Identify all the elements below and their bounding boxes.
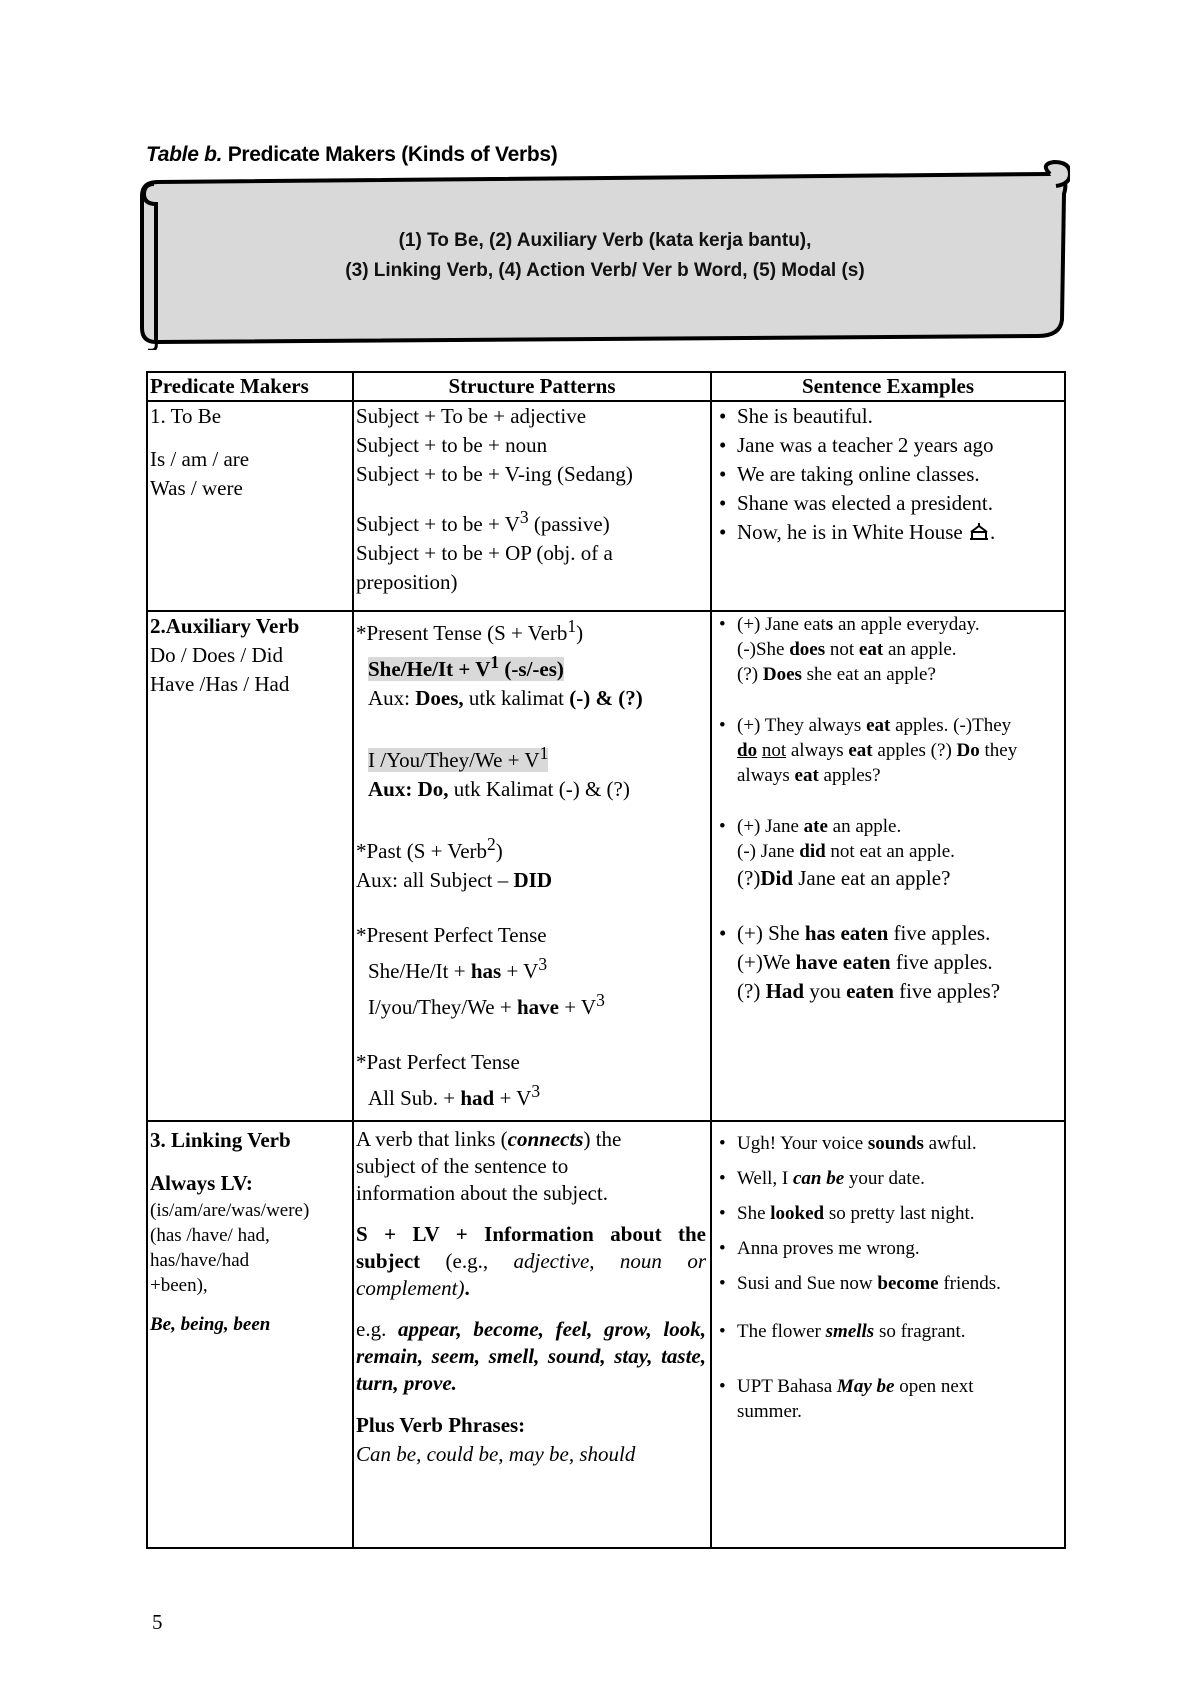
example-group bbox=[714, 919, 1064, 1006]
pattern-line: Subject + to be + V-ing (Sedang) bbox=[356, 462, 633, 486]
pattern-line: I/you/They/We + have + $V^3$ bbox=[368, 990, 605, 1019]
example-item: • UPT Bahasa May be open next bbox=[717, 1374, 1064, 1399]
maker-forms: Was / were bbox=[150, 476, 243, 500]
scroll-shape bbox=[140, 160, 1070, 350]
pattern-line: I /You/They/We + $V^1$ bbox=[368, 743, 549, 772]
examples-list bbox=[714, 1126, 1064, 1301]
patterns-cell bbox=[353, 1121, 711, 1548]
examples-list bbox=[714, 814, 1064, 839]
example-item: • (+) She has eaten five apples. bbox=[717, 919, 1064, 948]
pattern-line: $She/He/It + V^1$ (-s/-es) bbox=[368, 652, 564, 681]
linking-formula: S + LV + Information about the subject (e.g., adjective, noun or complement). bbox=[356, 1222, 706, 1300]
verb-phrases: Can be, could be, may be, should bbox=[356, 1442, 636, 1466]
linking-verbs-examples: e.g. appear, become, feel, grow, look, remain, seem, smell, sound, stay, taste, turn, prove. bbox=[356, 1317, 706, 1395]
example-item: • Now, he is in White House . bbox=[717, 518, 1064, 547]
maker-forms: Do / Does / Did bbox=[150, 643, 283, 667]
white-house-icon bbox=[968, 520, 990, 538]
caption-text: Predicate Makers (Kinds of Verbs) bbox=[227, 143, 558, 166]
example-continuation: summer. bbox=[737, 1401, 802, 1422]
pattern-line: *Present Tense (S + Verb$^1$) bbox=[356, 616, 584, 645]
header-predicate-makers: Predicate Makers bbox=[147, 372, 353, 401]
always-lv-list: (is/am/are/was/were) (has /have/ had, has/have/had +been), Be, being, been bbox=[150, 1198, 352, 1337]
banner-line-1: (1) To Be, (2) Auxiliary Verb (kata kerja bantu), bbox=[398, 230, 812, 251]
always-lv-label: Always LV: bbox=[150, 1171, 253, 1195]
examples-cell bbox=[711, 611, 1065, 1121]
pattern-line: All Sub. + had + $V^3$ bbox=[368, 1081, 541, 1110]
maker-forms: Have /Has / Had bbox=[150, 672, 290, 696]
example-item: • Ugh! Your voice sounds awful. bbox=[717, 1126, 1064, 1161]
header-sentence-examples: Sentence Examples bbox=[711, 372, 1065, 401]
examples-list bbox=[714, 713, 1064, 738]
maker-forms: Is / am / are bbox=[150, 447, 250, 471]
maker-cell bbox=[147, 401, 353, 611]
header-structure-patterns: Structure Patterns bbox=[353, 372, 711, 401]
examples-list bbox=[714, 1374, 1064, 1399]
table-header-row bbox=[147, 372, 1065, 401]
maker-cell bbox=[147, 1121, 353, 1548]
example-item: • Susi and Sue now become friends. bbox=[717, 1266, 1064, 1301]
pattern-line: Subject + to be + OP (obj. of a bbox=[356, 541, 613, 565]
be-forms: Be, being, been bbox=[150, 1314, 271, 1335]
pattern-line: *Past (S + Verb$^2$) bbox=[356, 834, 503, 863]
plus-verb-phrases-label: Plus Verb Phrases: bbox=[356, 1413, 526, 1437]
banner-line-2: (3) Linking Verb, (4) Action Verb/ Ver b Word, (5) Modal (s) bbox=[345, 260, 865, 281]
pattern-line: Subject + to be + noun bbox=[356, 433, 548, 457]
pattern-line: Aux: Does, utk kalimat (-) & (?) bbox=[368, 686, 643, 710]
example-item: • She is beautiful. bbox=[717, 402, 1064, 431]
maker-title: 2.Auxiliary Verb bbox=[150, 614, 300, 638]
example-item: • Anna proves me wrong. bbox=[717, 1231, 1064, 1266]
examples-cell bbox=[711, 401, 1065, 611]
example-item: • Well, I can be your date. bbox=[717, 1161, 1064, 1196]
predicate-makers-table bbox=[146, 371, 1066, 1549]
example-item: • We are taking online classes. bbox=[717, 460, 1064, 489]
page-number: 5 bbox=[152, 1610, 163, 1634]
example-continuation: (-) Jane did not eat an apple. (?)Did Jane eat an apple? bbox=[737, 841, 955, 890]
linking-definition: A verb that links (connects) the subject of the sentence to information about the subject. bbox=[356, 1127, 622, 1205]
examples-list bbox=[714, 1319, 1064, 1344]
maker-title: 1. To Be bbox=[150, 404, 222, 428]
patterns-cell bbox=[353, 611, 711, 1121]
caption-label: Table b. bbox=[146, 143, 223, 166]
patterns-cell bbox=[353, 401, 711, 611]
pattern-line: *Present Perfect Tense bbox=[356, 923, 547, 947]
examples-list bbox=[714, 612, 1064, 637]
examples-list bbox=[714, 402, 1064, 547]
example-item: • The flower smells so fragrant. bbox=[717, 1319, 1064, 1344]
examples-cell bbox=[711, 1121, 1065, 1548]
maker-title: 3. Linking Verb bbox=[150, 1128, 291, 1152]
example-item: • Shane was elected a president. bbox=[717, 489, 1064, 518]
pattern-line: Subject + To be + adjective bbox=[356, 404, 587, 428]
table-row-auxiliary-verb bbox=[147, 611, 1065, 1121]
pattern-line: preposition) bbox=[356, 570, 458, 594]
pattern-line: Subject + to be + $V^3$ (passive) bbox=[356, 507, 610, 536]
example-item: • She looked so pretty last night. bbox=[717, 1196, 1064, 1231]
table-row-to-be bbox=[147, 401, 1065, 611]
table-row-linking-verb bbox=[147, 1121, 1065, 1548]
maker-cell bbox=[147, 611, 353, 1121]
pattern-line: Aux: all Subject – DID bbox=[356, 868, 552, 892]
example-item: • (+) Jane eats an apple everyday. bbox=[717, 612, 1064, 637]
pattern-line: *Past Perfect Tense bbox=[356, 1050, 520, 1074]
example-item: • (+) They always eat apples. (-)They bbox=[717, 713, 1064, 738]
example-item: • Jane was a teacher 2 years ago bbox=[717, 431, 1064, 460]
example-item: • (+) Jane ate an apple. bbox=[717, 814, 1064, 839]
scroll-banner bbox=[140, 160, 1070, 350]
example-continuation: (+)We have eaten five apples. (?) Had you eaten five apples? bbox=[737, 950, 1001, 1003]
pattern-line: Aux: Do, utk Kalimat (-) & (?) bbox=[368, 777, 630, 801]
example-continuation: do not always eat apples (?) Do they always eat apples? bbox=[737, 740, 1018, 786]
example-continuation: (-)She does not eat an apple. (?) Does she eat an apple? bbox=[737, 639, 957, 685]
pattern-line: She/He/It + has + $V^3$ bbox=[368, 954, 548, 983]
